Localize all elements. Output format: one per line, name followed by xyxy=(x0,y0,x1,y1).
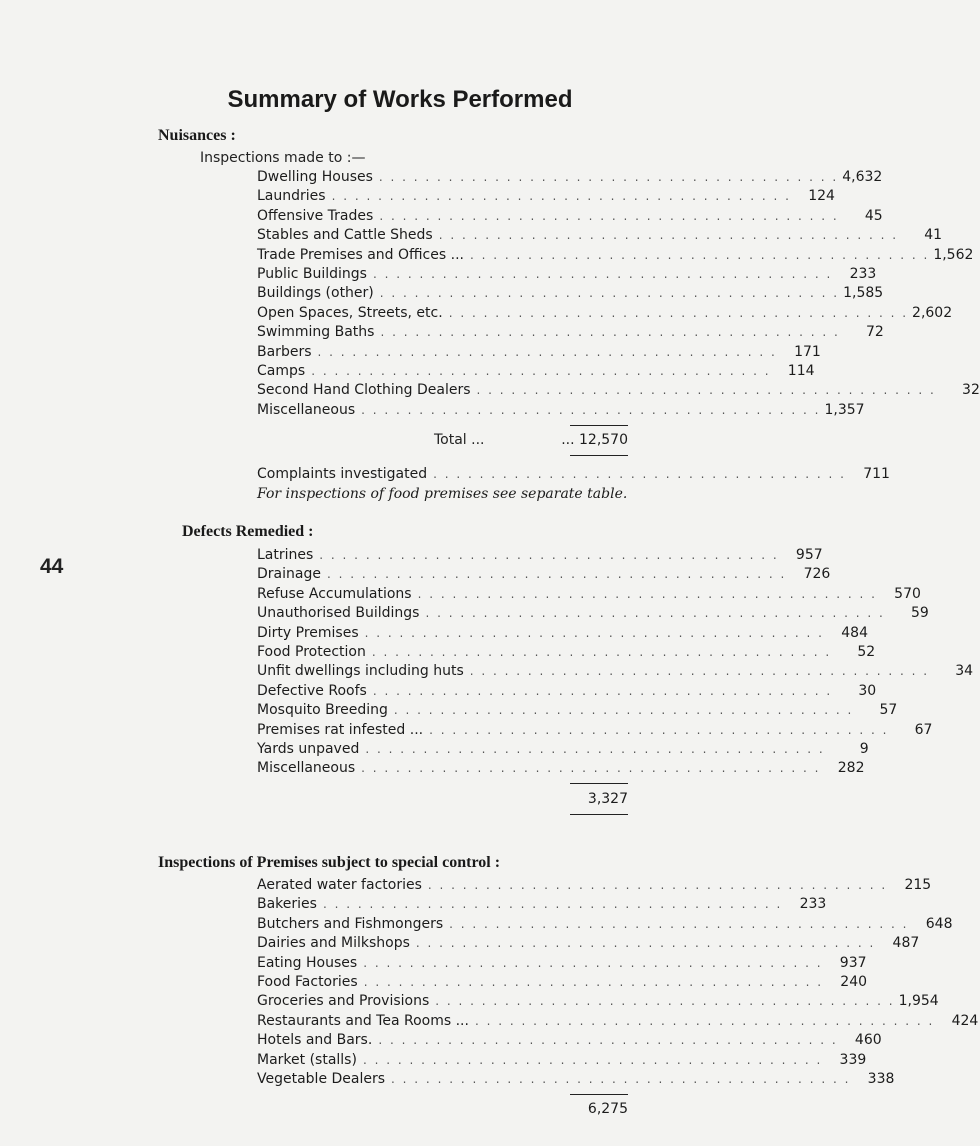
row-label: Groceries and Provisions xyxy=(257,993,430,1010)
leader-dots: . . . . . . . . . . . . . . . . . . . . . . . . . . . . . . . . . . . . . . . . xyxy=(429,722,889,737)
leader-dots: . . . . . . . . . . . . . . . . . . . . . . . . . . . . . . . . . . . . . . . . xyxy=(363,974,824,989)
row-value: 233 xyxy=(799,896,827,913)
row-value: 338 xyxy=(867,1070,895,1087)
special-control-heading: Inspections of Premises subject to special control : xyxy=(158,854,501,871)
leader-dots: . . . . . . . . . . . . . . . . . . . . . . . . . . . . . . . . . . . . . . . . xyxy=(415,936,876,951)
row-label: Drainage xyxy=(257,566,321,583)
row-value: 45 xyxy=(864,207,883,224)
row-label: Dwelling Houses xyxy=(257,169,373,185)
table-row xyxy=(257,265,877,284)
inspections-subheading: Inspections made to :— xyxy=(200,150,366,166)
row-label: Second Hand Clothing Dealers xyxy=(257,382,471,399)
leader-dots: . . . . . . . . . . . . . . . . . . . . . . . . . . . . . . . . . . . . . . . . xyxy=(365,741,825,756)
row-value: 32 xyxy=(962,382,980,399)
table-row xyxy=(257,1031,882,1050)
row-value: 72 xyxy=(865,324,884,341)
row-label: Unfit dwellings including huts xyxy=(257,663,464,680)
row-value: 1,562 xyxy=(933,246,974,263)
leader-dots: . . . . . . . . . . . . . . . . . . . . . . . . . . . . . . . . . . . . . . . . xyxy=(427,878,888,892)
leader-dots: . . . . . . . . . . . . . . . . . . . . . . . . . . . . . . . . . . . . . . . . xyxy=(378,1033,838,1048)
leader-dots: . . . . . . . . . . . . . . . . . . . . . . . . . . . . . . . . . . . . . . . . xyxy=(380,325,840,340)
table-row xyxy=(257,934,920,953)
nuisances-heading: Nuisances : xyxy=(158,127,236,144)
table-row xyxy=(257,1070,895,1089)
leader-dots: . . . . . . . . . . . . . . . . . . . . . . . . . . . . . . . . . . . . . . . . xyxy=(393,703,854,718)
row-label: Bakeries xyxy=(257,896,317,913)
table-row xyxy=(257,343,821,362)
row-value: 648 xyxy=(925,915,953,932)
row-label: Refuse Accumulations xyxy=(257,585,412,602)
leader-dots: . . . . . . . . . . . . . . . . . . . . . . . . . . . . . . . . . . . . . . . . xyxy=(371,644,832,659)
table-row xyxy=(257,643,876,662)
row-label: Swimming Baths xyxy=(257,324,375,341)
row-label: Eating Houses xyxy=(257,954,358,971)
nuisances-total-underline xyxy=(570,455,628,456)
row-value: 1,357 xyxy=(824,401,865,418)
row-label: Miscellaneous xyxy=(257,760,356,777)
special-total-rule xyxy=(570,1094,628,1095)
row-value: 41 xyxy=(924,227,943,244)
row-label: Trade Premises and Offices ... xyxy=(257,246,464,263)
table-row xyxy=(257,323,884,342)
row-label: Public Buildings xyxy=(257,265,367,282)
row-label: Miscellaneous xyxy=(257,401,356,418)
row-label: Yards unpaved xyxy=(257,740,360,757)
complaints-row-container xyxy=(257,465,890,484)
row-value: 114 xyxy=(787,362,815,379)
leader-dots: . . . . . . . . . . . . . . . . . . . . . . . . . . . . . . . . . . . . . . . . xyxy=(474,1013,935,1028)
leader-dots: . . . . . . . . . . . . . . . . . . . . . . . . . . . . . . . . . . . . . . . . xyxy=(361,402,821,417)
row-value: 726 xyxy=(803,566,831,583)
table-row xyxy=(257,604,929,623)
defects-heading: Defects Remedied : xyxy=(182,523,314,540)
complaints-value: 711 xyxy=(863,466,890,482)
defects-list xyxy=(257,546,974,779)
table-row xyxy=(257,207,883,226)
row-label: Vegetable Dealers xyxy=(257,1070,386,1087)
leader-dots: . . . . . . . . . . . . . . . . . . . . . . . . . . . . . . . . . . . . . . . . xyxy=(362,1052,823,1067)
table-row xyxy=(257,546,823,565)
page-number: 44 xyxy=(40,555,64,578)
table-row xyxy=(257,701,898,720)
row-value: 282 xyxy=(837,760,865,777)
nuisances-total-rule xyxy=(570,425,628,426)
leader-dots: . . . . . . . . . . . . . . . . . . . . . . . . . . . . . . . . . . . . . . . . xyxy=(361,761,821,776)
row-label: Laundries xyxy=(257,188,326,205)
table-row xyxy=(257,187,835,206)
row-label: Food Protection xyxy=(257,643,366,660)
table-row xyxy=(257,1012,979,1031)
table-row xyxy=(257,624,868,643)
table-row xyxy=(257,304,953,323)
row-label: Premises rat infested ... xyxy=(257,721,424,738)
leader-dots: . . . . . . . . . . . . . . . . . . . . . . . . . . . . . . . . . . . . . . . . xyxy=(425,606,885,621)
leader-dots: . . . . . . . . . . . . . . . . . . . . . . . . . . . . . . . . . . . . . . . . xyxy=(379,286,840,301)
row-value: 59 xyxy=(911,605,929,622)
table-row xyxy=(257,682,877,701)
leader-dots: . . . . . . . . . . . . . . . . . . . . . . . . . . . . . . . . . . . . . . . . xyxy=(317,344,777,359)
table-row xyxy=(257,740,869,759)
leader-dots: . . . . . . . . . . . . . . . . . . . . . . . . . . . . . . . . . . . . . . . . xyxy=(378,170,839,184)
table-row xyxy=(257,401,865,420)
special-total-value: 6,275 xyxy=(587,1101,628,1117)
row-value: 30 xyxy=(858,682,877,699)
table-row xyxy=(257,381,980,400)
row-value: 339 xyxy=(839,1051,867,1068)
leader-dots: . . . . . . . . . . . . . . . . . . . . . . . . . . . . . . . . . . . . . . . . xyxy=(476,383,936,398)
row-label: Market (stalls) xyxy=(257,1051,357,1068)
row-value: 240 xyxy=(840,973,868,990)
table-row xyxy=(257,284,884,303)
leader-dots: . . . . . . . . . . . . . . . . . . . . . . . . . . . . . . . . . . . . . . . . xyxy=(417,586,877,601)
leader-dots: . . . . . . . . . . . . . . . . . . . . . . . . . . . . . . . . . . . . . . . . xyxy=(363,955,823,970)
row-value: 215 xyxy=(904,877,932,893)
row-label: Stables and Cattle Sheds xyxy=(257,227,433,244)
row-value: 2,602 xyxy=(912,304,953,321)
leader-dots: . . . . . . . . . . . . . . . . . . . . . . . . . . . . . . . . . . . . . . . . xyxy=(364,625,824,640)
table-row xyxy=(257,992,939,1011)
row-label: Restaurants and Tea Rooms ... xyxy=(257,1012,469,1029)
table-row xyxy=(257,168,883,187)
table-row xyxy=(257,721,933,740)
leader-dots: . . . . . . . . . . . . . . . . . . . . . . . . . . . . . . . . . . . . . . . . xyxy=(391,1071,851,1086)
leader-dots: . . . . . . . . . . . . . . . . . . . . . . . . . . . . . . . . . . . . . . . . xyxy=(372,683,833,698)
table-row xyxy=(257,895,827,914)
defects-total-underline xyxy=(570,814,628,815)
complaints-label: Complaints investigated xyxy=(257,466,428,482)
row-value: 1,954 xyxy=(898,993,939,1010)
nuisances-total-value: ... 12,570 xyxy=(561,432,628,448)
row-label: Mosquito Breeding xyxy=(257,702,388,719)
table-row xyxy=(257,1051,867,1070)
leader-dots: . . . . . . . . . . . . . . . . . . . . . . . . . . . . . . . . . . . . . . . . xyxy=(331,189,791,204)
table-row xyxy=(257,915,953,934)
leader-dots: . . . . . . . . . . . . . . . . . . . . . . . . . . . . . . . . . . . . . . . . xyxy=(319,548,779,562)
complaints-row xyxy=(257,465,890,484)
row-value: 570 xyxy=(894,585,921,602)
row-label: Defective Roofs xyxy=(257,682,367,699)
nuisances-list xyxy=(257,168,980,420)
row-value: 937 xyxy=(839,954,867,971)
leader-dots: . . . . . . . . . . . . . . . . . . . . . . . . . . . . . . . . . . . . xyxy=(433,467,846,481)
row-label: Aerated water factories xyxy=(257,877,422,893)
leader-dots: . . . . . . . . . . . . . . . . . . . . . . . . . . . . . . . . . . . . . . . . xyxy=(448,305,909,320)
row-value: 4,632 xyxy=(842,169,883,185)
row-value: 171 xyxy=(794,343,821,360)
row-value: 57 xyxy=(879,702,898,719)
row-label: Buildings (other) xyxy=(257,285,374,302)
row-value: 1,585 xyxy=(843,285,884,302)
table-row xyxy=(257,759,865,778)
table-row xyxy=(257,585,921,604)
row-value: 487 xyxy=(892,935,920,952)
row-label: Latrines xyxy=(257,547,314,563)
row-value: 34 xyxy=(955,663,974,680)
row-label: Hotels and Bars. xyxy=(257,1032,373,1049)
leader-dots: . . . . . . . . . . . . . . . . . . . . . . . . . . . . . . . . . . . . . . . . xyxy=(379,208,839,223)
leader-dots: . . . . . . . . . . . . . . . . . . . . . . . . . . . . . . . . . . . . . . . . xyxy=(326,567,787,582)
leader-dots: . . . . . . . . . . . . . . . . . . . . . . . . . . . . . . . . . . . . . . . . xyxy=(435,994,895,1009)
row-label: Open Spaces, Streets, etc. xyxy=(257,304,443,321)
defects-total-value: 3,327 xyxy=(587,791,628,807)
row-label: Butchers and Fishmongers xyxy=(257,915,444,932)
defects-total-rule xyxy=(570,783,628,784)
table-row xyxy=(257,954,867,973)
leader-dots: . . . . . . . . . . . . . . . . . . . . . . . . . . . . . . . . . . . . . . . . xyxy=(322,897,783,912)
leader-dots: . . . . . . . . . . . . . . . . . . . . . . . . . . . . . . . . . . . . . . . . xyxy=(438,228,899,243)
leader-dots: . . . . . . . . . . . . . . . . . . . . . . . . . . . . . . . . . . . . . . . . xyxy=(469,247,930,262)
page-title: Summary of Works Performed xyxy=(227,86,573,113)
row-label: Dirty Premises xyxy=(257,624,359,641)
leader-dots: . . . . . . . . . . . . . . . . . . . . . . . . . . . . . . . . . . . . . . . . xyxy=(372,266,833,281)
row-value: 957 xyxy=(795,547,823,563)
row-label: Camps xyxy=(257,362,306,379)
row-value: 233 xyxy=(849,265,877,282)
leader-dots: . . . . . . . . . . . . . . . . . . . . . . . . . . . . . . . . . . . . . . . . xyxy=(469,664,930,679)
row-value: 124 xyxy=(808,188,835,205)
table-row xyxy=(257,973,868,992)
row-label: Offensive Trades xyxy=(257,207,374,224)
row-label: Food Factories xyxy=(257,973,358,990)
row-value: 67 xyxy=(914,721,933,738)
leader-dots: . . . . . . . . . . . . . . . . . . . . . . . . . . . . . . . . . . . . . . . . xyxy=(449,916,909,931)
special-control-list xyxy=(257,876,979,1089)
row-value: 52 xyxy=(857,643,876,660)
table-row xyxy=(257,362,815,381)
table-row xyxy=(257,226,943,245)
row-value: 424 xyxy=(951,1012,979,1029)
row-value: 9 xyxy=(859,740,869,757)
table-row xyxy=(257,246,974,265)
total-label: Total ... xyxy=(434,432,485,448)
table-row xyxy=(257,662,974,681)
table-row xyxy=(257,565,831,584)
row-label: Barbers xyxy=(257,343,312,360)
leader-dots: . . . . . . . . . . . . . . . . . . . . . . . . . . . . . . . . . . . . . . . . xyxy=(311,363,771,378)
row-value: 460 xyxy=(854,1032,882,1049)
row-label: Dairies and Milkshops xyxy=(257,935,410,952)
table-row xyxy=(257,876,932,895)
food-premises-note: For inspections of food premises see separate table. xyxy=(257,486,628,502)
row-label: Unauthorised Buildings xyxy=(257,605,420,622)
row-value: 484 xyxy=(841,624,868,641)
